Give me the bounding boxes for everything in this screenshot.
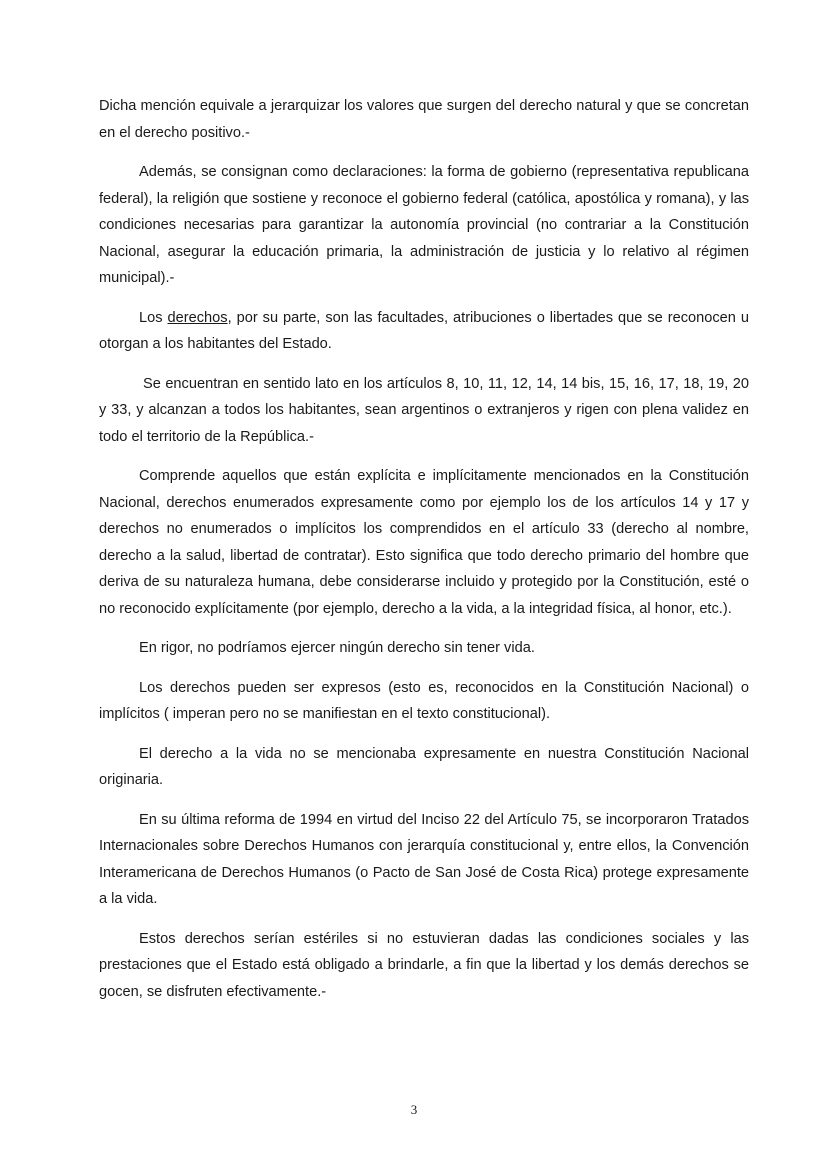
paragraph-4: Se encuentran en sentido lato en los artículos 8, 10, 11, 12, 14, 14 bis, 15, 16, 17, 18, 19, 20 y 33, y alcanzan a todos los habitantes, sean argentinos o extranjeros y rigen con plena validez en todo el territorio de la República.- (99, 375, 749, 445)
document-body (99, 93, 749, 1018)
paragraph-3-suffix: , por su parte, son las facultades, atribuciones o libertades que se reconocen u otorgan a los habitantes del Estado. (99, 309, 749, 352)
paragraph-9: En su última reforma de 1994 en virtud del Inciso 22 del Artículo 75, se incorporaron Tratados Internacionales sobre Derechos Humanos con jerarquía constitucional y, entre ellos, la Convención Interamericana de Derechos Humanos (o Pacto de San José de Costa Rica) protege expresamente a la vida. (99, 811, 749, 907)
paragraph-5: Comprende aquellos que están explícita e implícitamente mencionados en la Constitución Nacional, derechos enumerados expresamente como por ejemplo los de los artículos 14 y 17 y derechos no enumerados o implícitos los comprendidos en el artículo 33 (derecho al nombre, derecho a la salud, libertad de contratar). Esto significa que todo derecho primario del hombre que deriva de su naturaleza humana, debe considerarse incluido y protegido por la Constitución, esté o no reconocido explícitamente (por ejemplo, derecho a la vida, a la integridad física, al honor, etc.). (99, 468, 749, 617)
paragraph-3 (99, 305, 749, 358)
paragraph-8: El derecho a la vida no se mencionaba expresamente en nuestra Constitución Nacional originaria. (99, 745, 749, 788)
page-number: 3 (410, 1102, 418, 1117)
paragraph-1: Dicha mención equivale a jerarquizar los valores que surgen del derecho natural y que se concretan en el derecho positivo.- (99, 98, 749, 141)
paragraph-7: Los derechos pueden ser expresos (esto es, reconocidos en la Constitución Nacional) o implícitos ( imperan pero no se manifiestan en el texto constitucional). (99, 679, 749, 722)
paragraph-2: Además, se consignan como declaraciones: la forma de gobierno (representativa republicana federal), la religión que sostiene y reconoce el gobierno federal (católica, apostólica y romana), y las condiciones necesarias para garantizar la autonomía provincial (no contrariar a la Constitución Nacional, asegurar la educación primaria, la administración de justicia y lo relativo al régimen municipal).- (99, 164, 749, 286)
paragraph-10: Estos derechos serían estériles si no estuvieran dadas las condiciones sociales y las prestaciones que el Estado está obligado a brindarle, a fin que la libertad y los demás derechos se gocen, se disfruten efectivamente.- (99, 930, 749, 1000)
underlined-term-derechos: derechos (167, 309, 228, 326)
paragraph-3-prefix: Los (139, 309, 168, 326)
paragraph-6: En rigor, no podríamos ejercer ningún derecho sin tener vida. (139, 640, 535, 656)
